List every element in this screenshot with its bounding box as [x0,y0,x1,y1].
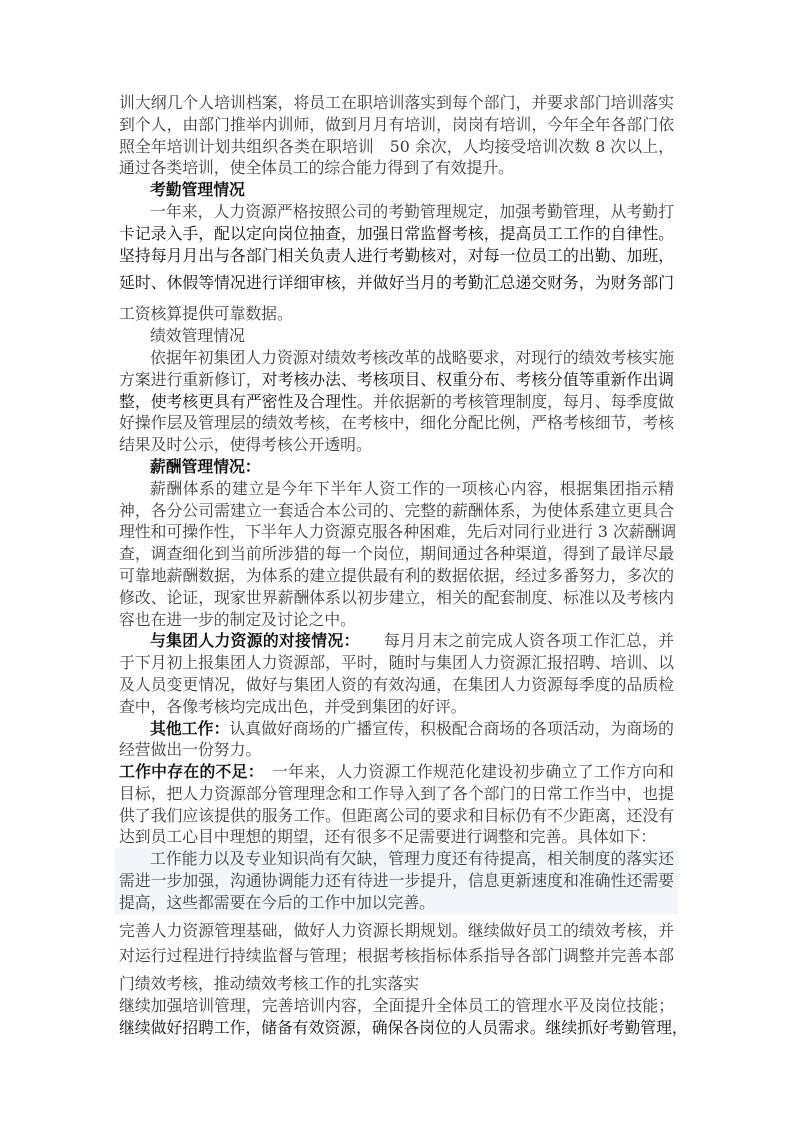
text-line [119,587,674,609]
paragraph [119,201,674,325]
text-line [119,391,674,413]
bold-text: 其他工作： [150,718,230,738]
text-segment: 查，调查细化到当前所涉猎的每一个岗位，期间通过各种渠道，得到了最详尽最 [119,544,674,564]
text-segment: 一年来，人力资源工作规范化建设初步确立了工作方向和 [255,762,674,782]
section-heading [119,179,674,201]
text-segment: 绩效管理情况 [150,326,245,346]
text-line [119,347,674,369]
text-line [119,245,674,267]
text-segment: 门绩效考核，推动绩效考核工作的扎实落实 [119,974,420,994]
bold-text: 工作中存在的不足： [119,762,256,782]
text-line [119,500,674,522]
text-segment: 继续加强培训管理，完善培训内容，全面提升全体员工的管理水平及岗位技能； [119,996,674,1016]
document-page [119,92,688,1039]
text-segment: 目标，把人力资源部分管理理念和工作导入到了各个部门的日常工作当中，也提 [119,783,674,803]
text-line [119,565,674,587]
text-line [119,521,677,543]
text-line [119,1017,688,1039]
text-segment: 工资核算提供可靠数据。 [119,304,293,324]
text-segment: 修改、论证，现家世界薪酬体系以初步建立，相关的配套制度、标准以及考核内 [119,587,674,607]
text-line [119,973,674,995]
text-segment: 好操作层及管理层的绩效考核，在考核中，细化分配比例，严格考核细节，考核 [119,413,674,433]
text-line [119,870,674,892]
bold-text: 薪酬管理情况： [150,456,261,476]
text-segment: 对考核办法、考核项目、权重分布、考核分值等重新作出调 [261,369,674,389]
text-segment: 可靠地薪酬数据，为体系的建立提供最有利的数据依据，经过多番努力，多次的 [119,565,674,585]
section-heading [119,325,674,347]
text-segment: 及人员变更情况，做好与集团人资的有效沟通，在集团人力资源每季度的品质检 [119,674,674,694]
text-segment: 于下月初上报集团人力资源部，平时，随时与集团人力资源汇报招聘、培训、以 [119,653,674,673]
text-line [119,761,674,783]
text-line [119,478,674,500]
text-segment: 依据年初集团人力资源对绩效考核改革的战略要求，对现行的绩效考核实施 [150,347,674,367]
text-segment: 对运行过程进行持续监督与管理；根据考核指标体系指导各部门调整并完善本部 [119,946,674,966]
section-heading [119,456,674,478]
text-line [119,652,674,674]
text-segment: 一年来，人力资源严格按照公司的考勤管理规定，加强考勤管理，从考勤打 [150,201,674,221]
text-line [119,179,674,201]
text-segment: 达到员工心目中理想的期望，还有很多不足需要进行调整和完善。具体如下： [119,827,657,847]
text-line [119,630,674,652]
text-segment: 查中，各像考核均完成出色，并受到集团的好评。 [119,696,467,716]
bold-text: 考勤管理情况 [150,180,245,200]
text-segment: 训大纲几个人培训档案，将员工在职培训落实到每个部门，并要求部门培训落实 [119,93,674,112]
text-segment: 方案进行重新修订， [119,369,262,389]
text-line [119,456,674,478]
text-segment: 提高，这些都需要在今后的工作中加以完善。 [119,892,435,912]
text-line [119,92,674,114]
text-segment: 继续做好招聘工作，储备有效资源，确保各岗位的人员需求。继续抓好考勤管理， [119,1017,688,1037]
text-line [119,945,674,967]
text-segment: 通过各类培训，使全体员工的综合能力得到了有效提升。 [119,158,514,178]
paragraph [115,848,678,913]
text-segment: 结果及时公示，使得考核公开透明。 [119,435,372,455]
paragraph [119,478,677,631]
bold-text: 与集团人力资源的对接情况： [150,631,352,651]
text-segment: 照全年培训计划共组织各类在职培训 50 余次，人均接受培训次数 8 次以上， [119,136,674,156]
text-segment: 坚持每月月出与各部门相关负责人进行考勤核对，对每一位员工的出勤、加班， [119,245,674,265]
text-line [119,157,674,179]
text-segment: 容也在进一步的制定及讨论之中。 [119,609,356,629]
text-segment: 认真做好商场的广播宣传，积极配合商场的各项活动，为商场的 [229,718,674,738]
text-segment: 经营做出一份努力。 [119,740,262,760]
text-line [119,369,674,391]
text-segment: 并依据新的考核管理制度，每月、每季度做 [372,391,674,411]
text-line [119,718,674,740]
paragraph [119,347,674,456]
text-line [119,674,674,696]
text-segment: 需进一步加强，沟通协调能力还有待进一步提升，信息更新速度和准确性还需要 [119,871,674,891]
paragraph [119,92,674,179]
text-line [119,543,674,565]
text-line [119,892,674,914]
text-line [119,223,674,245]
text-line [119,783,674,805]
text-segment: 到个人，由部门推举内训师，做到月月有培训，岗岗有培训，今年全年各部门依 [119,114,674,134]
text-line [119,739,674,761]
paragraph [119,630,674,717]
text-line [119,136,674,158]
text-segment: 神，各分公司需建立一套适合本公司的、完整的薪酬体系，为使体系建立更具合 [119,500,674,520]
text-line [119,848,674,870]
text-segment: 每月月末之前完成人资各项工作汇总，并 [351,631,674,651]
text-line [119,201,674,223]
text-segment: 完善人力资源管理基础，做好人力资源长期规划。继续做好员工的绩效考核，并 [119,920,674,940]
text-line [119,805,674,827]
text-segment: 延时、休假等情况进行详细审核，并做好当月的考勤汇总递交财务，为财务部门 [119,272,674,292]
text-segment: 供了我们应该提供的服务工作。但距离公司的要求和目标仍有不少距离，还没有 [119,805,674,825]
text-line [119,114,674,136]
text-line [119,303,674,325]
text-line [119,995,674,1017]
text-line [119,609,674,631]
text-segment: 整，使考核更具有严密性及合理性。 [119,391,373,411]
text-line [119,412,674,434]
paragraph [119,920,674,995]
paragraph [119,761,674,848]
paragraph [119,718,674,762]
text-line [119,826,674,848]
text-segment: 工作能力以及专业知识尚有欠缺，管理力度还有待提高，相关制度的落实还 [150,849,674,869]
text-line [119,325,674,347]
text-segment: 理性和可操作性，下半年人力资源克服各种困难，先后对同行业进行 3 次薪酬调 [119,522,677,542]
text-line [119,434,674,456]
text-segment: 卡记录入手，配以定向岗位抽查，加强日常监督考核，提高员工工作的自律性。 [119,223,674,243]
text-line [119,920,674,942]
paragraph [119,995,688,1039]
text-line [119,272,674,294]
text-segment: 薪酬体系的建立是今年下半年人资工作的一项核心内容，根据集团指示精 [150,478,674,498]
text-line [119,696,674,718]
